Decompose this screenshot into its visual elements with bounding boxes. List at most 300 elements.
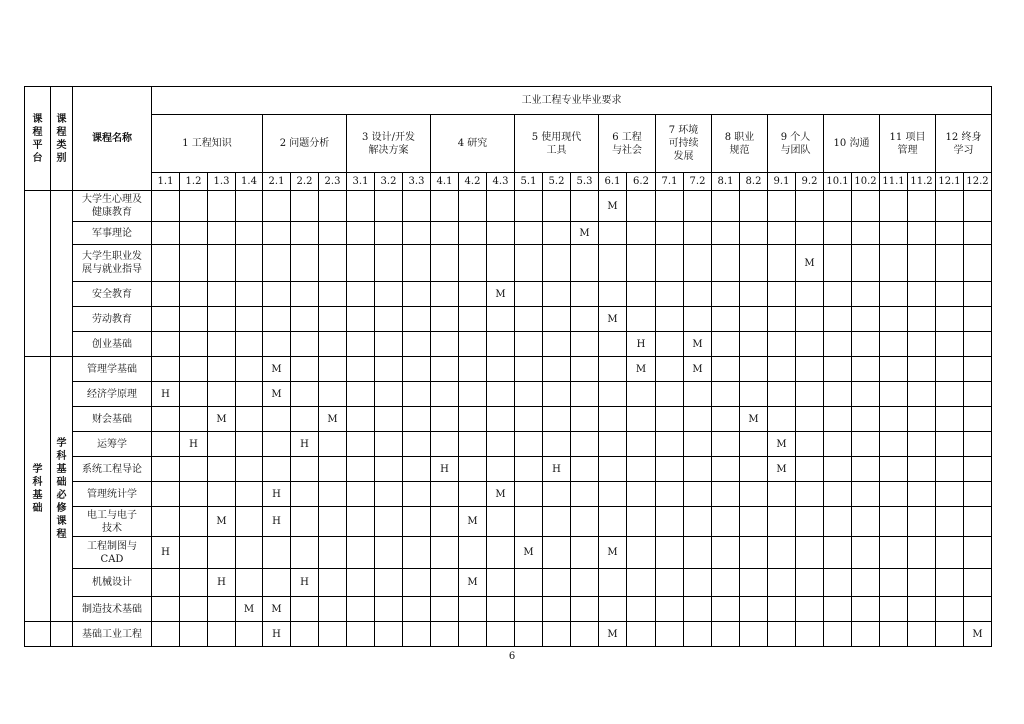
matrix-cell <box>656 307 684 332</box>
course-row <box>25 457 992 482</box>
matrix-cell <box>431 282 459 307</box>
matrix-cell <box>263 245 291 282</box>
matrix-cell <box>375 332 403 357</box>
matrix-cell <box>319 357 347 382</box>
support-level-mark: M <box>208 507 236 537</box>
requirement-2 <box>263 115 347 173</box>
matrix-cell <box>515 569 543 597</box>
matrix-cell <box>236 482 263 507</box>
matrix-cell <box>740 332 768 357</box>
matrix-cell <box>936 357 964 382</box>
support-level-mark: H <box>152 382 180 407</box>
requirement-9 <box>768 115 824 173</box>
matrix-cell <box>347 537 375 569</box>
matrix-cell <box>824 407 852 432</box>
matrix-cell <box>319 191 347 222</box>
matrix-cell <box>852 357 880 382</box>
course-name-line: 展与就业指导 <box>82 264 142 275</box>
matrix-cell <box>208 357 236 382</box>
category-cell <box>51 622 73 647</box>
matrix-cell <box>180 622 208 647</box>
matrix-cell <box>824 622 852 647</box>
requirement-label-line: 9 个人 <box>780 131 811 143</box>
matrix-cell <box>291 482 319 507</box>
indicator-header: 8.2 <box>740 173 768 191</box>
matrix-cell <box>375 245 403 282</box>
matrix-cell <box>936 457 964 482</box>
indicator-header: 9.2 <box>796 173 824 191</box>
matrix-cell <box>740 457 768 482</box>
course-row <box>25 537 992 569</box>
matrix-cell <box>852 482 880 507</box>
matrix-cell <box>208 432 236 457</box>
matrix-cell <box>712 282 740 307</box>
matrix-cell <box>740 597 768 622</box>
matrix-cell <box>684 382 712 407</box>
course-name <box>73 245 152 282</box>
matrix-cell <box>908 457 936 482</box>
matrix-cell <box>291 537 319 569</box>
matrix-cell <box>459 432 487 457</box>
course-name-line: 运筹学 <box>97 438 127 450</box>
indicator-header: 6.1 <box>599 173 627 191</box>
matrix-cell <box>347 622 375 647</box>
matrix-cell <box>375 282 403 307</box>
matrix-cell <box>627 407 656 432</box>
course-name-line: 机械设计 <box>92 577 132 588</box>
matrix-cell <box>824 307 852 332</box>
matrix-cell <box>796 382 824 407</box>
matrix-cell <box>515 597 543 622</box>
course-name <box>73 537 152 569</box>
matrix-cell <box>824 432 852 457</box>
matrix-cell <box>684 457 712 482</box>
matrix-cell <box>852 457 880 482</box>
indicator-header: 2.3 <box>319 173 347 191</box>
matrix-cell <box>908 407 936 432</box>
course-name-line: 管理学基础 <box>87 363 137 375</box>
matrix-cell <box>768 537 796 569</box>
matrix-cell <box>347 191 375 222</box>
matrix-cell <box>515 357 543 382</box>
matrix-cell <box>487 222 515 245</box>
matrix-cell <box>459 407 487 432</box>
matrix-cell <box>880 382 908 407</box>
matrix-cell <box>543 407 571 432</box>
matrix-cell <box>431 332 459 357</box>
matrix-cell <box>152 307 180 332</box>
indicator-header: 6.2 <box>627 173 656 191</box>
matrix-cell <box>319 569 347 597</box>
matrix-cell <box>431 569 459 597</box>
matrix-cell <box>627 282 656 307</box>
matrix-cell <box>152 245 180 282</box>
matrix-cell <box>347 569 375 597</box>
matrix-cell <box>291 622 319 647</box>
matrix-cell <box>880 332 908 357</box>
matrix-cell <box>684 569 712 597</box>
matrix-cell <box>880 482 908 507</box>
matrix-cell <box>543 222 571 245</box>
matrix-cell <box>571 597 599 622</box>
matrix-cell <box>543 569 571 597</box>
platform-cell <box>25 191 51 357</box>
matrix-cell <box>768 622 796 647</box>
matrix-cell <box>936 307 964 332</box>
matrix-cell <box>291 597 319 622</box>
indicator-header: 2.1 <box>263 173 291 191</box>
matrix-cell <box>487 432 515 457</box>
matrix-cell <box>208 191 236 222</box>
matrix-cell <box>152 332 180 357</box>
matrix-cell <box>236 622 263 647</box>
matrix-cell <box>824 507 852 537</box>
matrix-cell <box>236 191 263 222</box>
course-name <box>73 382 152 407</box>
matrix-cell <box>712 457 740 482</box>
matrix-cell <box>375 191 403 222</box>
matrix-cell <box>291 507 319 537</box>
matrix-cell <box>852 332 880 357</box>
course-row <box>25 569 992 597</box>
matrix-cell <box>627 307 656 332</box>
matrix-cell <box>796 407 824 432</box>
course-name-line: 系统工程导论 <box>82 463 142 475</box>
matrix-cell <box>656 332 684 357</box>
matrix-cell <box>852 191 880 222</box>
graduation-requirements-matrix <box>24 86 992 647</box>
indicator-header: 11.2 <box>908 173 936 191</box>
matrix-cell <box>684 537 712 569</box>
matrix-cell <box>796 222 824 245</box>
matrix-cell <box>431 407 459 432</box>
matrix-cell <box>180 482 208 507</box>
matrix-cell <box>880 432 908 457</box>
matrix-cell <box>880 507 908 537</box>
matrix-cell <box>319 537 347 569</box>
matrix-cell <box>487 357 515 382</box>
category-cell <box>51 191 73 357</box>
support-level-mark: H <box>263 482 291 507</box>
matrix-cell <box>740 622 768 647</box>
matrix-cell <box>627 382 656 407</box>
requirement-11 <box>880 115 936 173</box>
matrix-cell <box>571 307 599 332</box>
matrix-cell <box>571 357 599 382</box>
matrix-cell <box>180 357 208 382</box>
matrix-cell <box>712 357 740 382</box>
course-name-line: 电工与电子 <box>87 509 137 521</box>
matrix-cell <box>712 307 740 332</box>
matrix-cell <box>319 622 347 647</box>
matrix-cell <box>515 482 543 507</box>
matrix-cell <box>236 432 263 457</box>
matrix-cell <box>599 282 627 307</box>
matrix-cell <box>599 482 627 507</box>
course-name-line: 大学生心理及 <box>82 194 142 205</box>
matrix-cell <box>152 191 180 222</box>
matrix-cell <box>656 569 684 597</box>
matrix-cell <box>656 357 684 382</box>
course-name-line: 制造技术基础 <box>82 603 142 615</box>
matrix-cell <box>824 282 852 307</box>
matrix-cell <box>347 282 375 307</box>
course-name-line: 创业基础 <box>92 338 132 350</box>
matrix-cell <box>852 407 880 432</box>
course-row <box>25 222 992 245</box>
matrix-cell <box>599 332 627 357</box>
matrix-cell <box>936 382 964 407</box>
matrix-cell <box>656 382 684 407</box>
course-name-line: 健康教育 <box>92 207 132 218</box>
matrix-cell <box>543 507 571 537</box>
course-row <box>25 597 992 622</box>
matrix-cell <box>208 245 236 282</box>
matrix-cell <box>571 191 599 222</box>
page-number: 6 <box>508 651 516 662</box>
matrix-cell <box>852 537 880 569</box>
matrix-cell <box>796 569 824 597</box>
indicator-header: 10.1 <box>824 173 852 191</box>
matrix-cell <box>375 569 403 597</box>
matrix-cell <box>824 332 852 357</box>
course-row <box>25 622 992 647</box>
matrix-cell <box>543 537 571 569</box>
matrix-cell <box>908 622 936 647</box>
matrix-cell <box>964 407 992 432</box>
matrix-cell <box>768 245 796 282</box>
matrix-cell <box>740 245 768 282</box>
requirement-label-line: 解决方案 <box>368 144 409 156</box>
document-page <box>24 86 992 647</box>
matrix-cell <box>712 222 740 245</box>
matrix-cell <box>627 569 656 597</box>
matrix-cell <box>152 482 180 507</box>
course-row <box>25 245 992 282</box>
matrix-cell <box>375 622 403 647</box>
matrix-cell <box>515 432 543 457</box>
matrix-cell <box>852 282 880 307</box>
matrix-cell <box>571 407 599 432</box>
matrix-cell <box>403 245 431 282</box>
matrix-cell <box>347 222 375 245</box>
matrix-cell <box>684 407 712 432</box>
matrix-cell <box>208 382 236 407</box>
matrix-cell <box>152 597 180 622</box>
matrix-cell <box>319 332 347 357</box>
course-name <box>73 222 152 245</box>
matrix-cell <box>403 357 431 382</box>
matrix-cell <box>796 432 824 457</box>
matrix-cell <box>656 482 684 507</box>
matrix-cell <box>543 282 571 307</box>
matrix-cell <box>180 191 208 222</box>
matrix-cell <box>180 597 208 622</box>
course-name <box>73 482 152 507</box>
matrix-cell <box>347 507 375 537</box>
matrix-cell <box>768 569 796 597</box>
matrix-cell <box>852 307 880 332</box>
matrix-cell <box>908 507 936 537</box>
indicator-header: 5.1 <box>515 173 543 191</box>
matrix-cell <box>824 357 852 382</box>
matrix-cell <box>684 622 712 647</box>
matrix-cell <box>740 507 768 537</box>
matrix-cell <box>852 597 880 622</box>
matrix-cell <box>236 332 263 357</box>
matrix-cell <box>964 307 992 332</box>
matrix-cell <box>571 382 599 407</box>
matrix-cell <box>712 597 740 622</box>
matrix-cell <box>236 507 263 537</box>
matrix-cell <box>236 222 263 245</box>
matrix-cell <box>403 382 431 407</box>
support-level-mark: H <box>152 537 180 569</box>
matrix-cell <box>487 332 515 357</box>
matrix-cell <box>599 407 627 432</box>
matrix-cell <box>852 382 880 407</box>
matrix-cell <box>236 457 263 482</box>
support-level-mark: M <box>487 482 515 507</box>
matrix-cell <box>515 245 543 282</box>
indicator-header: 5.2 <box>543 173 571 191</box>
course-name <box>73 569 152 597</box>
matrix-cell <box>459 597 487 622</box>
matrix-cell <box>431 507 459 537</box>
matrix-cell <box>599 597 627 622</box>
requirement-3 <box>347 115 431 173</box>
matrix-cell <box>684 507 712 537</box>
matrix-cell <box>375 222 403 245</box>
matrix-cell <box>936 222 964 245</box>
matrix-cell <box>571 332 599 357</box>
indicator-header: 1.4 <box>236 173 263 191</box>
matrix-cell <box>796 482 824 507</box>
course-name-line: 管理统计学 <box>87 488 137 500</box>
requirement-7 <box>656 115 712 173</box>
matrix-cell <box>403 537 431 569</box>
matrix-cell <box>347 307 375 332</box>
matrix-cell <box>936 507 964 537</box>
requirement-label-line: 学习 <box>953 144 974 156</box>
matrix-cell <box>599 357 627 382</box>
matrix-cell <box>964 222 992 245</box>
matrix-cell <box>431 307 459 332</box>
matrix-cell <box>964 191 992 222</box>
matrix-cell <box>403 191 431 222</box>
matrix-cell <box>684 191 712 222</box>
course-row <box>25 282 992 307</box>
matrix-cell <box>319 482 347 507</box>
matrix-cell <box>796 282 824 307</box>
indicator-header: 11.1 <box>880 173 908 191</box>
matrix-cell <box>740 482 768 507</box>
matrix-cell <box>487 407 515 432</box>
matrix-cell <box>796 537 824 569</box>
course-name-line: 经济学原理 <box>87 388 137 400</box>
course-name <box>73 307 152 332</box>
matrix-cell <box>152 357 180 382</box>
matrix-cell <box>571 569 599 597</box>
matrix-cell <box>824 482 852 507</box>
matrix-cell <box>375 307 403 332</box>
matrix-cell <box>375 457 403 482</box>
support-level-mark: M <box>459 507 487 537</box>
matrix-cell <box>880 191 908 222</box>
matrix-cell <box>908 537 936 569</box>
matrix-cell <box>180 222 208 245</box>
matrix-cell <box>515 382 543 407</box>
matrix-cell <box>487 245 515 282</box>
matrix-cell <box>403 457 431 482</box>
matrix-cell <box>319 245 347 282</box>
requirement-8 <box>712 115 768 173</box>
matrix-cell <box>740 307 768 332</box>
matrix-cell <box>964 457 992 482</box>
indicator-header: 4.3 <box>487 173 515 191</box>
support-level-mark: M <box>263 597 291 622</box>
requirement-10 <box>824 115 880 173</box>
matrix-cell <box>347 332 375 357</box>
matrix-cell <box>908 222 936 245</box>
matrix-cell <box>319 382 347 407</box>
course-name-line: 财会基础 <box>92 413 132 425</box>
matrix-cell <box>208 282 236 307</box>
support-level-mark: M <box>263 382 291 407</box>
matrix-cell <box>712 191 740 222</box>
matrix-cell <box>515 191 543 222</box>
matrix-cell <box>880 622 908 647</box>
matrix-cell <box>712 569 740 597</box>
matrix-cell <box>740 222 768 245</box>
indicator-header: 12.2 <box>964 173 992 191</box>
matrix-cell <box>936 432 964 457</box>
matrix-cell <box>627 537 656 569</box>
matrix-cell <box>403 432 431 457</box>
matrix-cell <box>431 357 459 382</box>
matrix-cell <box>880 245 908 282</box>
requirement-label-line: 3 设计/开发 <box>362 131 415 143</box>
matrix-cell <box>543 622 571 647</box>
requirement-label-line: 2 问题分析 <box>279 138 330 149</box>
matrix-cell <box>152 222 180 245</box>
matrix-cell <box>824 569 852 597</box>
matrix-cell <box>236 357 263 382</box>
course-name-header: 课程名称 <box>73 87 152 191</box>
indicator-header: 4.1 <box>431 173 459 191</box>
matrix-cell <box>236 307 263 332</box>
support-level-mark: H <box>543 457 571 482</box>
matrix-cell <box>964 245 992 282</box>
matrix-cell <box>964 432 992 457</box>
matrix-cell <box>712 332 740 357</box>
course-row <box>25 507 992 537</box>
matrix-cell <box>180 332 208 357</box>
support-level-mark: M <box>796 245 824 282</box>
matrix-cell <box>936 191 964 222</box>
matrix-cell <box>908 245 936 282</box>
matrix-cell <box>656 407 684 432</box>
course-row <box>25 407 992 432</box>
matrix-cell <box>515 622 543 647</box>
course-name <box>73 407 152 432</box>
requirement-12 <box>936 115 992 173</box>
matrix-cell <box>599 222 627 245</box>
course-name-line: 工程制图与 <box>87 540 137 552</box>
matrix-cell <box>459 332 487 357</box>
course-name <box>73 191 152 222</box>
matrix-cell <box>824 245 852 282</box>
